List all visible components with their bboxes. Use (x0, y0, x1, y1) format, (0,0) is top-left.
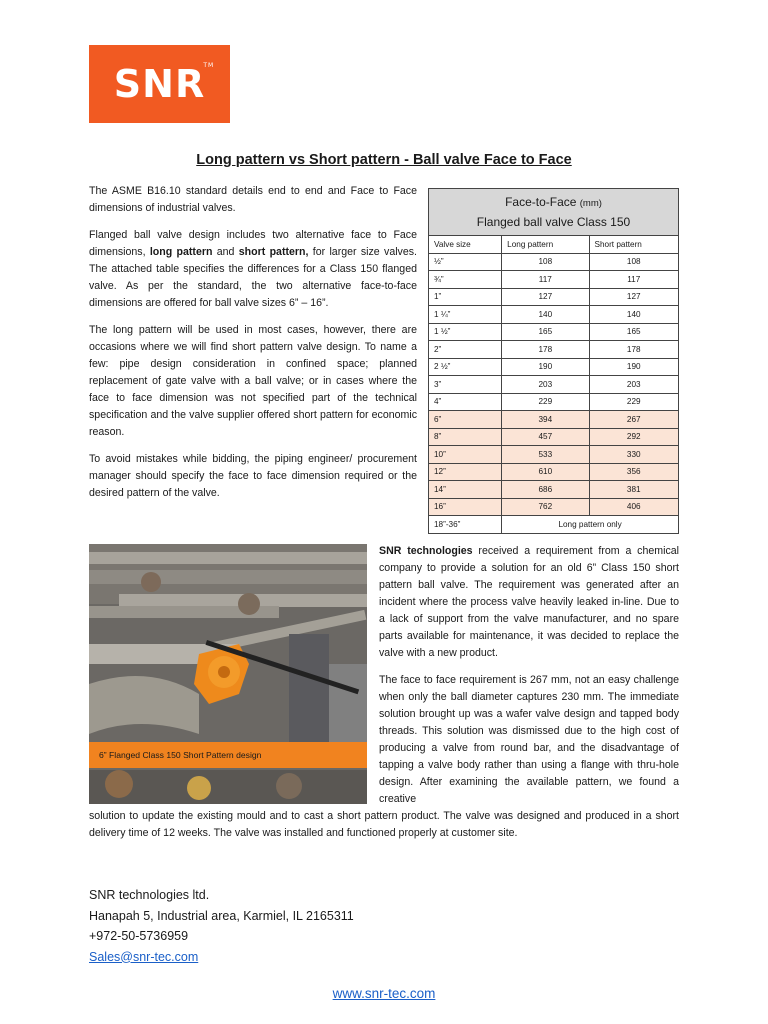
cell-short-pattern: 108 (589, 253, 678, 271)
face-to-face-table (428, 188, 679, 534)
cell-short-pattern: 203 (589, 376, 678, 394)
cell-valve-size: 14” (429, 481, 502, 499)
table-header-row (429, 236, 679, 254)
cell-short-pattern: 267 (589, 411, 678, 429)
cell-valve-size: 4” (429, 393, 502, 411)
table-row (429, 446, 679, 464)
cell-valve-size: 12” (429, 463, 502, 481)
trademark-mark: TM (203, 62, 215, 69)
company-phone: +972-50-5736959 (89, 929, 189, 943)
intro-paragraph-1: The ASME B16.10 standard details end to end and Face to Face dimensions of industrial valves. (89, 185, 417, 214)
cell-long-pattern: 117 (502, 271, 589, 289)
valve-photo (89, 544, 367, 804)
cell-valve-size: ¾” (429, 271, 502, 289)
table-row (429, 516, 679, 534)
cell-long-pattern: 108 (502, 253, 589, 271)
intro-paragraph-4: To avoid mistakes while bidding, the piping engineer/ procurement manager should specify the face to face dimension required or the desired pattern of the valve. (89, 453, 417, 499)
cell-short-pattern: 229 (589, 393, 678, 411)
cell-long-pattern: 610 (502, 463, 589, 481)
header-short-pattern: Short pattern (589, 236, 678, 254)
cell-short-pattern: 190 (589, 358, 678, 376)
table-row (429, 358, 679, 376)
header-long-pattern: Long pattern (502, 236, 589, 254)
table-row (429, 393, 679, 411)
table-row (429, 463, 679, 481)
table-row (429, 323, 679, 341)
cell-short-pattern: 381 (589, 481, 678, 499)
case-study-conclusion (89, 808, 679, 842)
table-row (429, 306, 679, 324)
cell-long-pattern: 686 (502, 481, 589, 499)
intro-paragraph-2: Flanged ball valve design includes two alternative face to Face dimensions, long pattern and short pattern, for larger size valves. The attached table specifies the differences for a Class 150 flanged valve. As per the standard, the two alternative face-to-face dimensions are offered for ball valve sizes 6” – 16”. (89, 229, 417, 309)
cell-short-pattern: 406 (589, 498, 678, 516)
cell-short-pattern: 127 (589, 288, 678, 306)
email-link[interactable]: Sales@snr-tec.com (89, 949, 199, 964)
cell-long-pattern: 394 (502, 411, 589, 429)
cell-valve-size: ½” (429, 253, 502, 271)
cell-short-pattern: 356 (589, 463, 678, 481)
cell-long-pattern: 165 (502, 323, 589, 341)
cell-valve-size: 1 ¼” (429, 306, 502, 324)
cell-valve-size: 18”-36” (429, 516, 502, 534)
cell-long-pattern: 762 (502, 498, 589, 516)
cell-valve-size: 1” (429, 288, 502, 306)
cell-short-pattern: 165 (589, 323, 678, 341)
table-caption: Face-to-Face (mm) Flanged ball valve Class 150 (429, 189, 679, 236)
cell-valve-size: 2 ½” (429, 358, 502, 376)
header-valve-size: Valve size (429, 236, 502, 254)
table-row (429, 253, 679, 271)
case-paragraph-3: solution to update the existing mould and to cast a short pattern product. The valve was designed and produced in a short delivery time of 12 weeks. The valve was installed and functioned properly at customer site. (89, 810, 679, 839)
cell-long-pattern: 127 (502, 288, 589, 306)
cell-short-pattern: 178 (589, 341, 678, 359)
cell-long-pattern: 229 (502, 393, 589, 411)
company-address: Hanapah 5, Industrial area, Karmiel, IL 2165311 (89, 908, 354, 923)
table-row (429, 288, 679, 306)
logo-text: SNR TM (113, 62, 215, 106)
cell-short-pattern: 117 (589, 271, 678, 289)
table-row (429, 498, 679, 516)
table-row (429, 428, 679, 446)
photo-caption: 6” Flanged Class 150 Short Pattern design (89, 742, 367, 768)
cell-long-pattern: 140 (502, 306, 589, 324)
website-link[interactable]: www.snr-tec.com (332, 986, 436, 1001)
cell-valve-size: 8” (429, 428, 502, 446)
table-row (429, 376, 679, 394)
case-paragraph-2: The face to face requirement is 267 mm, not an easy challenge when only the ball diameter captures 230 mm. The immediate solution brought up was a wafer valve design and tapped body threads. This solution was dismissed due to the high cost of producing a valve from round bar, and the disadvantage of tapping a valve body rather than using a flange with thru-hole design. After examining the available pattern, we found a creative (379, 674, 679, 805)
cell-short-pattern: 140 (589, 306, 678, 324)
cell-long-pattern: 203 (502, 376, 589, 394)
cell-long-pattern: 178 (502, 341, 589, 359)
cell-long-pattern: 533 (502, 446, 589, 464)
cell-valve-size: 16” (429, 498, 502, 516)
cell-short-pattern: 330 (589, 446, 678, 464)
intro-text (89, 183, 417, 512)
cell-short-pattern: 292 (589, 428, 678, 446)
table-row (429, 271, 679, 289)
document-title: Long pattern vs Short pattern - Ball valve Face to Face (196, 152, 572, 168)
cell-valve-size: 3” (429, 376, 502, 394)
cell-long-pattern: 457 (502, 428, 589, 446)
cell-valve-size: 2” (429, 341, 502, 359)
intro-paragraph-3: The long pattern will be used in most cases, however, there are occasions where we will find short pattern valve design. To name a few: pipe design consideration in confined space; planned replacement of gate valve with a ball valve; or in cases where the face to face dimension was not specified part of the technical specification and the valve supplier offered short pattern for economic reason. (89, 324, 417, 438)
contact-block (89, 885, 354, 967)
company-name: SNR technologies ltd. (89, 888, 210, 902)
table-row (429, 411, 679, 429)
cell-long-pattern: 190 (502, 358, 589, 376)
cell-valve-size: 10” (429, 446, 502, 464)
cell-note: Long pattern only (502, 516, 679, 534)
table-row (429, 341, 679, 359)
cell-valve-size: 1 ½” (429, 323, 502, 341)
case-paragraph-1: SNR technologies received a requirement from a chemical company to provide a solution for an old 6” Class 150 short pattern ball valve. The requirement was generated after an incident where the process valve heavily leaked in-line. Due to a lack of support from the valve manufacturer, and no spare parts available for maintenance, it was decided to replace the valve with a new product. (379, 545, 679, 659)
snr-logo (89, 45, 230, 123)
table-row (429, 481, 679, 499)
cell-valve-size: 6” (429, 411, 502, 429)
case-study-text (379, 543, 679, 818)
